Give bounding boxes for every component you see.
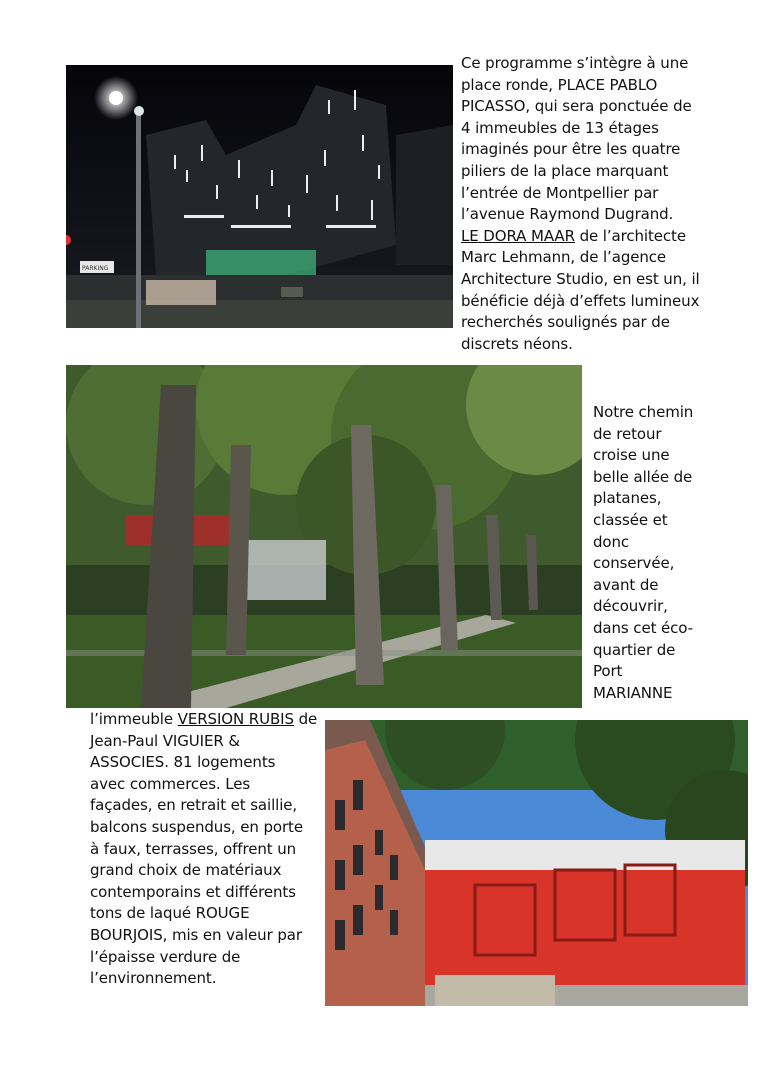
photo-plane-trees-alley — [66, 365, 582, 708]
path-paragraph: Notre chemin de retour croise une belle allée de platanes, classée et donc conservée, avant de découvrir, dans cet éco- quartier de Port MARIANNE — [593, 403, 694, 702]
photo-night-building — [66, 65, 453, 328]
dora-maar-link: LE DORA MAAR — [461, 226, 575, 245]
photo-red-building — [325, 720, 748, 1006]
intro-paragraph: Ce programme s’intègre à une place ronde, PLACE PABLO PICASSO, qui sera ponctuée de 4 immeubles de 13 étages imaginés pour être les quatre piliers de la place marquant l’entrée de Montpellier par l’avenue Raymond Dugrand. LE DORA MAAR de l’architecte Marc Lehmann, de l’agence Architecture Studio, en est un, il bénéficie déjà d’effets lumineux recherchés soulignés par de discrets néons. — [461, 54, 700, 353]
version-rubis-link: VERSION RUBIS — [177, 710, 294, 728]
version-rubis-paragraph: l’immeuble VERSION RUBIS de Jean-Paul VIGUIER & ASSOCIES. 81 logements avec commerces. Les façades, en retrait et saillie, balcons suspendus, en porte à faux, terrasses, offrent un grand choix de matériaux contemporains et différents tons de laqué ROUGE BOURJOIS, mis en valeur par l’épaisse verdure de l’environnement. — [90, 710, 318, 988]
parking-sign: PARKING — [82, 265, 109, 272]
